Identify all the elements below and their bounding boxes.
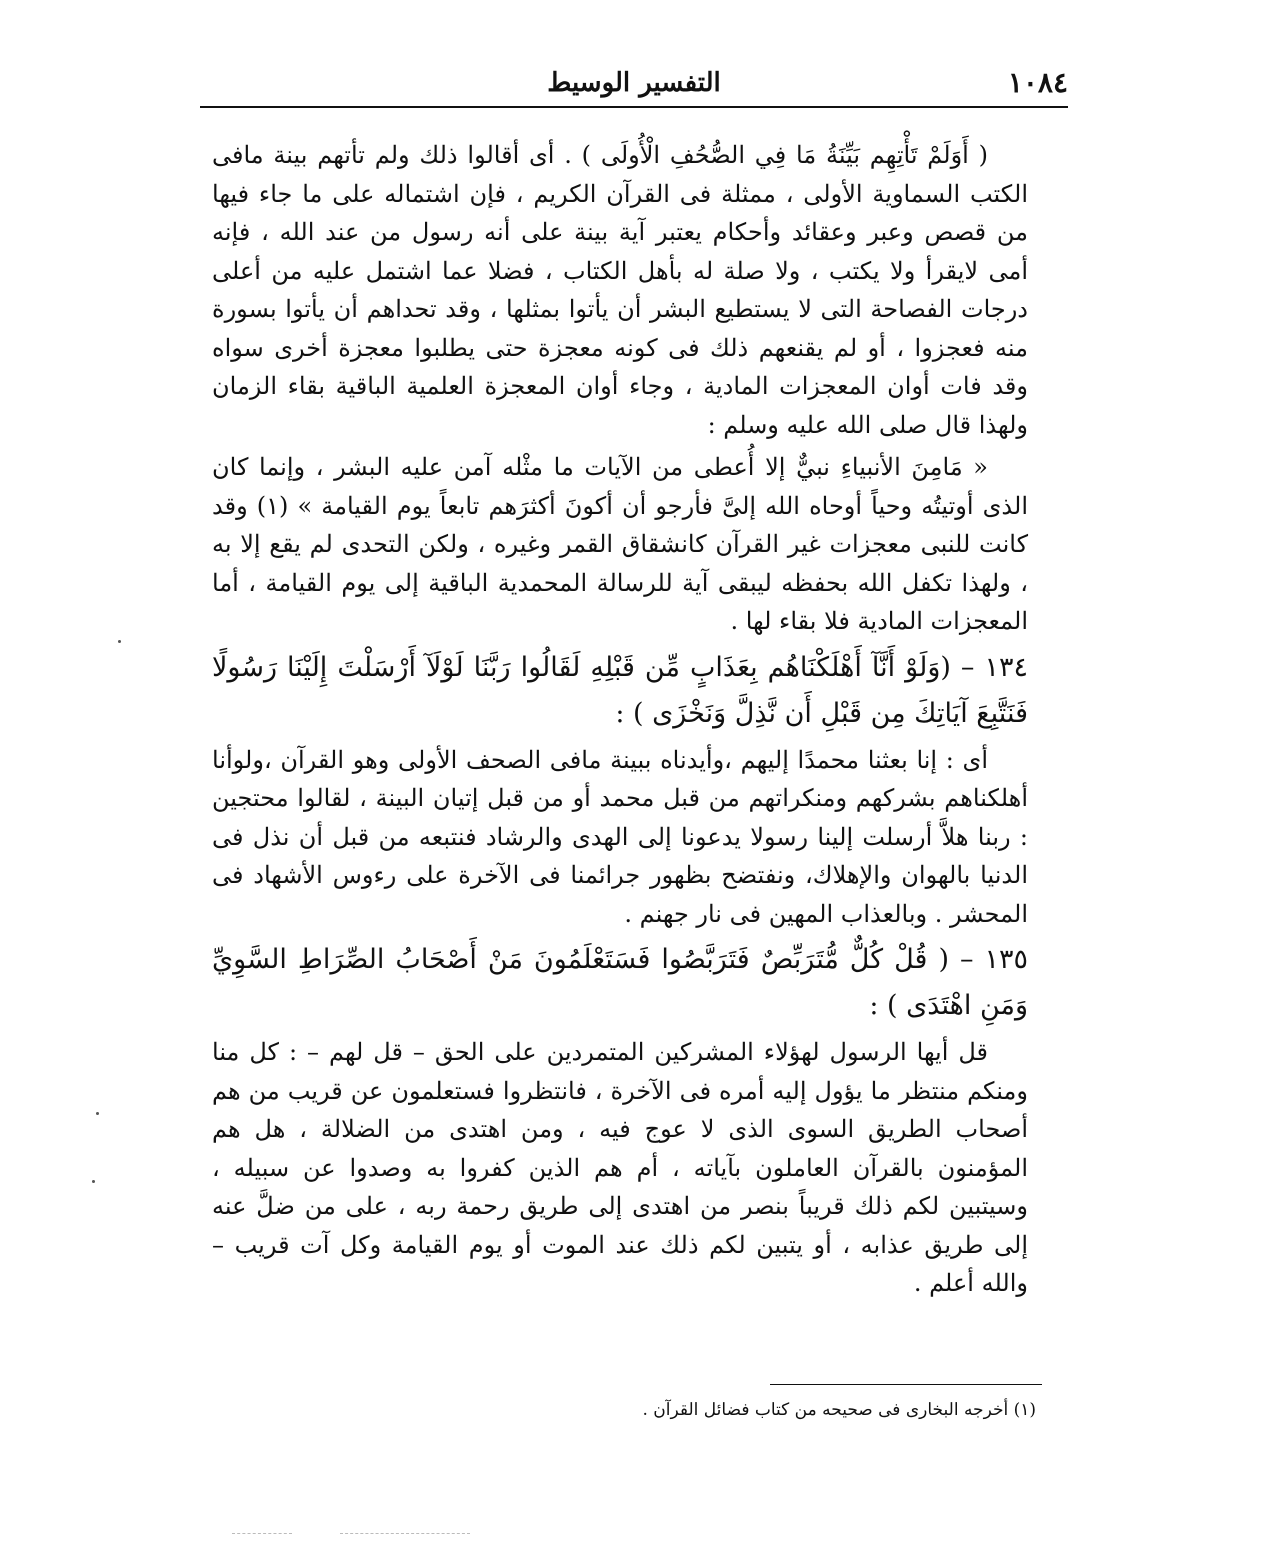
verse-134: ١٣٤ – (وَلَوْ أَنَّآ أَهْلَكْنَاهُم بِعَذَابٍ مِّن قَبْلِهِ لَقَالُوا رَبَّنَا لَوْلَآ أَرْسَلْتَ إِلَيْنَا رَسُولًا فَنَتَّبِعَ آيَاتِكَ مِن قَبْلِ أَن نَّذِلَّ وَنَخْزَى ) : — [212, 651, 1028, 729]
commentary-paragraph: قل أيها الرسول لهؤلاء المشركين المتمردين على الحق – قل لهم – : كل منا ومنكم منتظر ما يؤول إليه أمره فى الآخرة ، فانتظروا فستعلمون عن قريب من هم أصحاب الطريق السوى الذى لا عوج فيه ، ومن اهتدى من الضلالة ، هل هم المؤمنون بالقرآن العاملون بآياته ، أم هم الذين كفروا به وصدوا عن سبيله ، وسيتبين لكم ذلك قريباً بنصر من اهتدى إلى طريق رحمة ربه ، على من ضلَّ عنه إلى طريق عذابه ، أو يتبين لكم ذلك عند الموت أو يوم القيامة وكل آت قريب – والله أعلم . — [212, 1038, 1028, 1297]
page-number: ١٠٨٤ — [1007, 66, 1068, 99]
running-header — [200, 66, 1068, 102]
commentary-paragraph: ( أَوَلَمْ تَأْتِهِم بَيِّنَةُ مَا فِي الصُّحُفِ الْأُولَى ) . أى أقالوا ذلك ولم تأتهم بينة مافى الكتب السماوية الأولى ، ممثلة فى القرآن الكريم ، فإن اشتماله على ما جاء فيها من قصص وعبر وعقائد وأحكام يعتبر آية بينة على أنه رسول من عند الله ، فإنه أمى لايقرأ ولا يكتب ، ولا صلة له بأهل الكتاب ، فضلا عما اشتمل عليه من أعلى درجات الفصاحة التى لا يستطيع البشر أن يأتوا بمثلها ، وقد تحداهم أن يأتوا بسورة منه فعجزوا ، أو لم يقنعهم ذلك فى كونه معجزة حتى يطلبوا معجزة أخرى سواه وقد فات أوان المعجزات المادية ، وجاء أوان المعجزة العلمية الباقية بقاء الزمان ولهذا قال صلى الله عليه وسلم : — [212, 141, 1028, 439]
scan-trace — [232, 1533, 292, 1534]
hadith-paragraph: « مَامِنَ الأنبياءِ نبيٌّ إلا أُعطى من الآيات ما مثْله آمن عليه البشر ، وإنما كان الذى أوتيتُه وحياً أوحاه الله إلىَّ فأرجو أن أكونَ أكثرَهم تابعاً يوم القيامة » (١) وقد كانت للنبى معجزات غير القرآن كانشقاق القمر وغيره ، ولكن التحدى لم يقع إلا به ، ولهذا تكفل الله بحفظه ليبقى آية للرسالة المحمدية الباقية إلى يوم القيامة ، أما المعجزات المادية فلا بقاء لها . — [212, 453, 1028, 635]
body-text — [212, 136, 1028, 1303]
footnote: (١) أخرجه البخارى فى صحيحه من كتاب فضائل القرآن . — [642, 1400, 1036, 1420]
footnote-rule — [770, 1384, 1042, 1385]
header-rule — [200, 106, 1068, 108]
verse-135: ١٣٥ – ( قُلْ كُلٌّ مُّتَرَبِّصٌ فَتَرَبَّصُوا فَسَتَعْلَمُونَ مَنْ أَصْحَابُ الصِّرَاطِ السَّوِيِّ وَمَنِ اهْتَدَى ) : — [212, 944, 1028, 1021]
scan-speck — [118, 640, 121, 643]
commentary-paragraph: أى : إنا بعثنا محمدًا إليهم ،وأيدناه ببينة مافى الصحف الأولى وهو القرآن ،ولوأنا أهلكناهم بشركهم ومنكراتهم من قبل محمد أو من قبل إتيان البينة ، لقالوا محتجين : ربنا هلاَّ أرسلت إلينا رسولا يدعونا إلى الهدى والرشاد فنتبعه من قبل أن نذل فى الدنيا بالهوان والإهلاك، ونفتضح بظهور جرائمنا فى الآخرة على رءوس الأشهاد فى المحشر . وبالعذاب المهين فى نار جهنم . — [212, 745, 1028, 928]
scan-speck — [92, 1180, 95, 1183]
scan-speck — [96, 1112, 99, 1115]
scan-trace — [340, 1533, 470, 1534]
book-title: التفسير الوسيط — [547, 68, 721, 98]
